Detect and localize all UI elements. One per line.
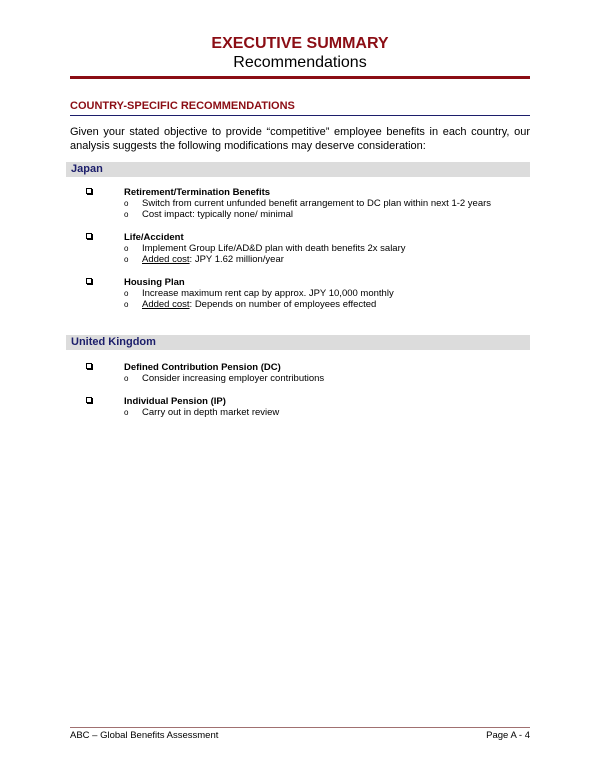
footer-document-title: ABC – Global Benefits Assessment bbox=[70, 730, 219, 741]
sub-point: o Carry out in depth market review bbox=[124, 407, 280, 418]
footer-page-number: Page A - 4 bbox=[486, 730, 530, 741]
circle-bullet-icon: o bbox=[124, 255, 129, 264]
circle-bullet-icon: o bbox=[124, 374, 129, 383]
circle-bullet-icon: o bbox=[124, 300, 129, 309]
page-subtitle: Recommendations bbox=[233, 54, 367, 71]
checkbox-bullet-icon bbox=[86, 363, 92, 369]
added-cost-label: Added cost bbox=[142, 254, 190, 265]
item-title: Retirement/Termination Benefits bbox=[124, 187, 271, 198]
circle-bullet-icon: o bbox=[124, 408, 129, 417]
added-cost-label: Added cost bbox=[142, 299, 190, 310]
footer-rule bbox=[70, 727, 530, 728]
checkbox-bullet-icon bbox=[86, 233, 92, 239]
circle-bullet-icon: o bbox=[124, 199, 129, 208]
sub-point: o Cost impact: typically none/ minimal bbox=[124, 209, 293, 220]
checkbox-bullet-icon bbox=[86, 188, 92, 194]
item-title: Housing Plan bbox=[124, 277, 185, 288]
checkbox-bullet-icon bbox=[86, 278, 92, 284]
sub-point: o Consider increasing employer contributions bbox=[124, 373, 325, 384]
item-title: Defined Contribution Pension (DC) bbox=[124, 362, 281, 373]
sub-point: o Added cost: Depends on number of employees effected bbox=[124, 299, 377, 310]
item-title: Life/Accident bbox=[124, 232, 184, 243]
sub-point: o Switch from current unfunded benefit arrangement to DC plan within next 1-2 years bbox=[124, 198, 492, 209]
circle-bullet-icon: o bbox=[124, 244, 129, 253]
intro-paragraph: Given your stated objective to provide “competitive” employee benefits in each country, our analysis suggests the following modifications may deserve consideration: bbox=[70, 126, 530, 152]
item-title: Individual Pension (IP) bbox=[124, 396, 226, 407]
sub-point: o Increase maximum rent cap by approx. JPY 10,000 monthly bbox=[124, 288, 394, 299]
country-bar-japan: Japan bbox=[66, 162, 530, 177]
page-title: EXECUTIVE SUMMARY bbox=[211, 35, 389, 52]
checkbox-bullet-icon bbox=[86, 397, 92, 403]
country-bar-united-kingdom: United Kingdom bbox=[66, 335, 530, 350]
header-rule bbox=[70, 76, 530, 79]
sub-point: o Added cost: JPY 1.62 million/year bbox=[124, 254, 284, 265]
sub-point: o Implement Group Life/AD&D plan with death benefits 2x salary bbox=[124, 243, 406, 254]
circle-bullet-icon: o bbox=[124, 289, 129, 298]
circle-bullet-icon: o bbox=[124, 210, 129, 219]
section-heading: COUNTRY-SPECIFIC RECOMMENDATIONS bbox=[70, 100, 530, 116]
